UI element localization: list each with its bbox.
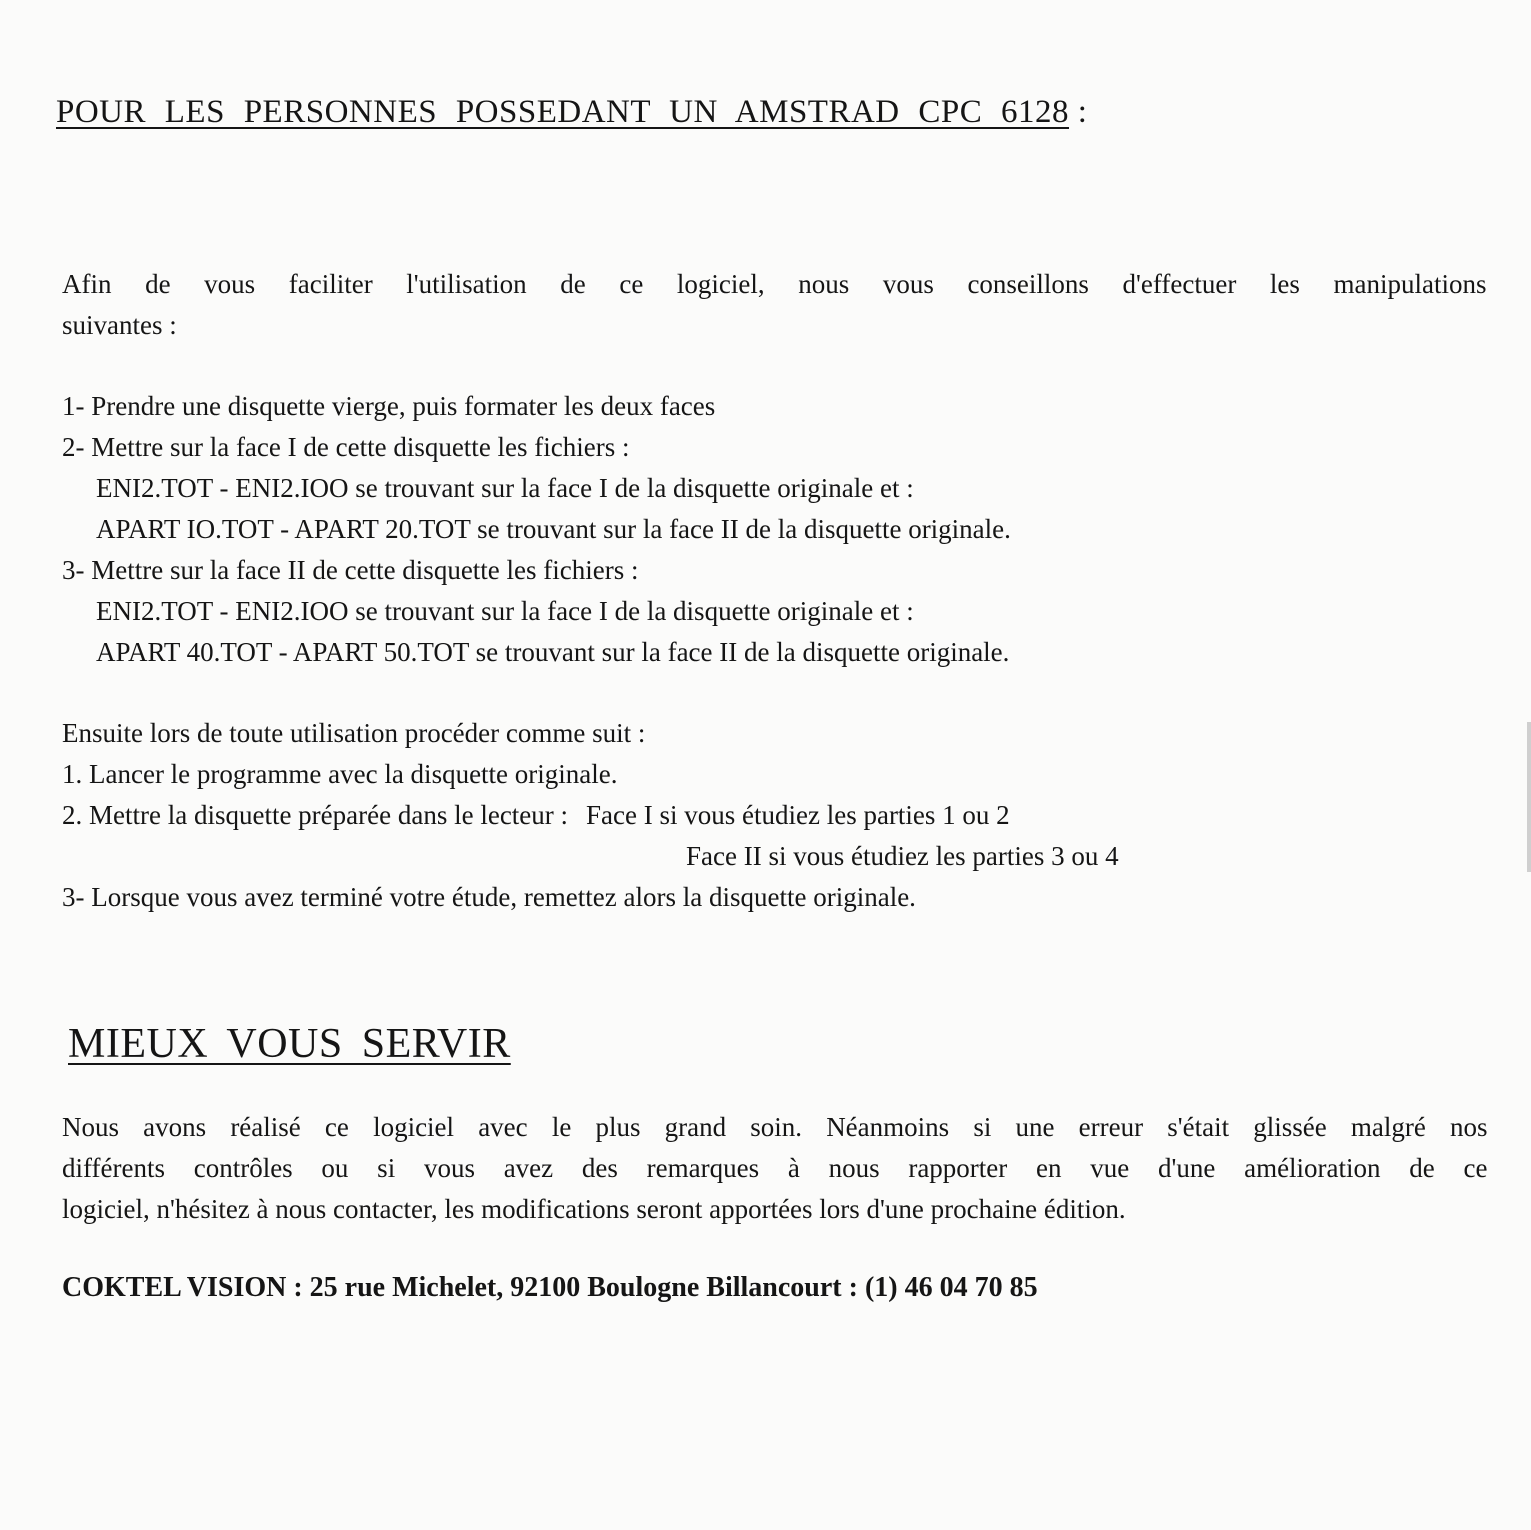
step-3-files-face-1: ENI2.TOT - ENI2.IOO se trouvant sur la face I de la disquette originale et : — [96, 596, 914, 626]
servir-line-1: Nous avons réalisé ce logiciel avec le plus grand soin. Néanmoins si une erreur s'était glissée malgré nos — [62, 1112, 1488, 1142]
cpc-section-heading — [56, 94, 1087, 131]
intro-line-1: Afin de vous faciliter l'utilisation de ce logiciel, nous vous conseillons d'effectuer les manipulations — [62, 269, 1487, 299]
servir-section-heading: MIEUX VOUS SERVIR — [68, 1021, 511, 1067]
step-2-files-face-1: ENI2.TOT - ENI2.IOO se trouvant sur la face I de la disquette originale et : — [96, 473, 914, 503]
page-edge-mark — [1527, 722, 1531, 872]
usage-list — [62, 713, 1119, 918]
intro-paragraph — [62, 264, 1486, 346]
step-3: 3- Mettre sur la face II de cette disquette les fichiers : — [62, 555, 639, 585]
step-3-files-face-2: APART 40.TOT - APART 50.TOT se trouvant sur la face II de la disquette originale. — [96, 637, 1010, 667]
usage-step-3: 3- Lorsque vous avez terminé votre étude, remettez alors la disquette originale. — [62, 882, 916, 912]
cpc-heading-suffix: : — [1069, 94, 1088, 130]
servir-paragraph — [62, 1107, 1488, 1230]
servir-line-2: différents contrôles ou si vous avez des remarques à nous rapporter en vue d'une amélioration de ce — [62, 1153, 1488, 1183]
usage-intro: Ensuite lors de toute utilisation procéder comme suit : — [62, 718, 646, 748]
steps-list — [62, 386, 1011, 673]
servir-line-3: logiciel, n'hésitez à nous contacter, les modifications seront apportées lors d'une prochaine édition. — [62, 1194, 1126, 1224]
usage-step-2 — [62, 795, 1119, 836]
usage-step-2-text: 2. Mettre la disquette préparée dans le lecteur : — [62, 800, 569, 830]
cpc-heading-text: POUR LES PERSONNES POSSEDANT UN AMSTRAD CPC 6128 — [56, 94, 1070, 130]
usage-face-2: Face II si vous étudiez les parties 3 ou 4 — [686, 841, 1119, 871]
step-2: 2- Mettre sur la face I de cette disquette les fichiers : — [62, 432, 630, 462]
step-2-files-face-2: APART IO.TOT - APART 20.TOT se trouvant sur la face II de la disquette originale. — [96, 514, 1011, 544]
usage-step-1: 1. Lancer le programme avec la disquette originale. — [62, 759, 618, 789]
usage-face-1: Face I si vous étudiez les parties 1 ou 2 — [586, 800, 1010, 830]
step-1: 1- Prendre une disquette vierge, puis formater les deux faces — [62, 391, 716, 421]
intro-line-2: suivantes : — [62, 310, 177, 340]
contact-address: COKTEL VISION : 25 rue Michelet, 92100 Boulogne Billancourt : (1) 46 04 70 85 — [62, 1272, 1038, 1303]
